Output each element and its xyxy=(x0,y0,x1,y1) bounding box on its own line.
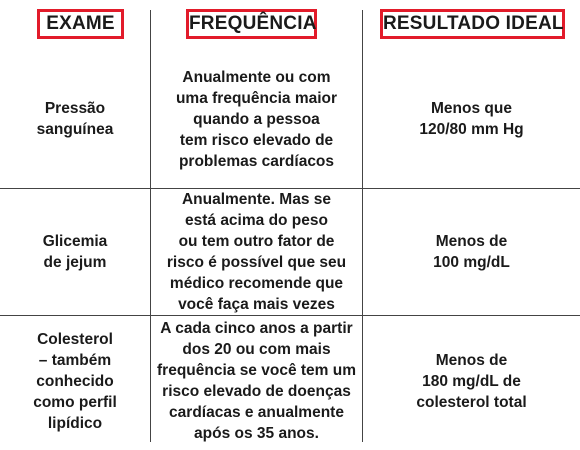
table-row-1-resultado xyxy=(363,62,580,176)
table-row-3-exame xyxy=(0,318,150,444)
cell-text: Pressão sanguínea xyxy=(36,100,114,138)
table-row-1-exame xyxy=(0,62,150,176)
cell-text: Menos de 100 mg/dL xyxy=(433,232,510,271)
cell-text: Menos de 180 mg/dL de colesterol total xyxy=(416,351,527,411)
header-exame: EXAME xyxy=(37,9,124,39)
cell-text: Anualmente. Mas se está acima do peso ou tem outro fator de risco é possível que seu médico recomende que você faça mais vezes xyxy=(166,190,347,313)
table-row-3-frequencia xyxy=(151,318,362,444)
table-row-3-resultado xyxy=(363,318,580,444)
cell-text: Menos que 120/80 mm Hg xyxy=(419,100,524,138)
cell-text: A cada cinco anos a partir dos 20 ou com mais frequência se você tem um risco elevado de doenças cardíacas e anualmente após os 35 anos. xyxy=(157,320,356,442)
header-frequencia: FREQUÊNCIA xyxy=(186,9,317,39)
cell-text: Anualmente ou com uma frequência maior quando a pessoa tem risco elevado de problemas cardíacos xyxy=(175,68,338,170)
table-row-1-frequencia xyxy=(151,62,362,176)
table-row-2-frequencia xyxy=(151,190,362,313)
table-row-2-resultado xyxy=(363,190,580,313)
header-resultado-ideal: RESULTADO IDEAL xyxy=(380,9,565,39)
cell-text: Glicemia de jejum xyxy=(42,232,108,271)
row-divider xyxy=(0,315,580,316)
table-row-2-exame xyxy=(0,190,150,313)
cell-text: Colesterol – também conhecido como perfil lipídico xyxy=(33,330,117,432)
table-header xyxy=(0,0,580,50)
